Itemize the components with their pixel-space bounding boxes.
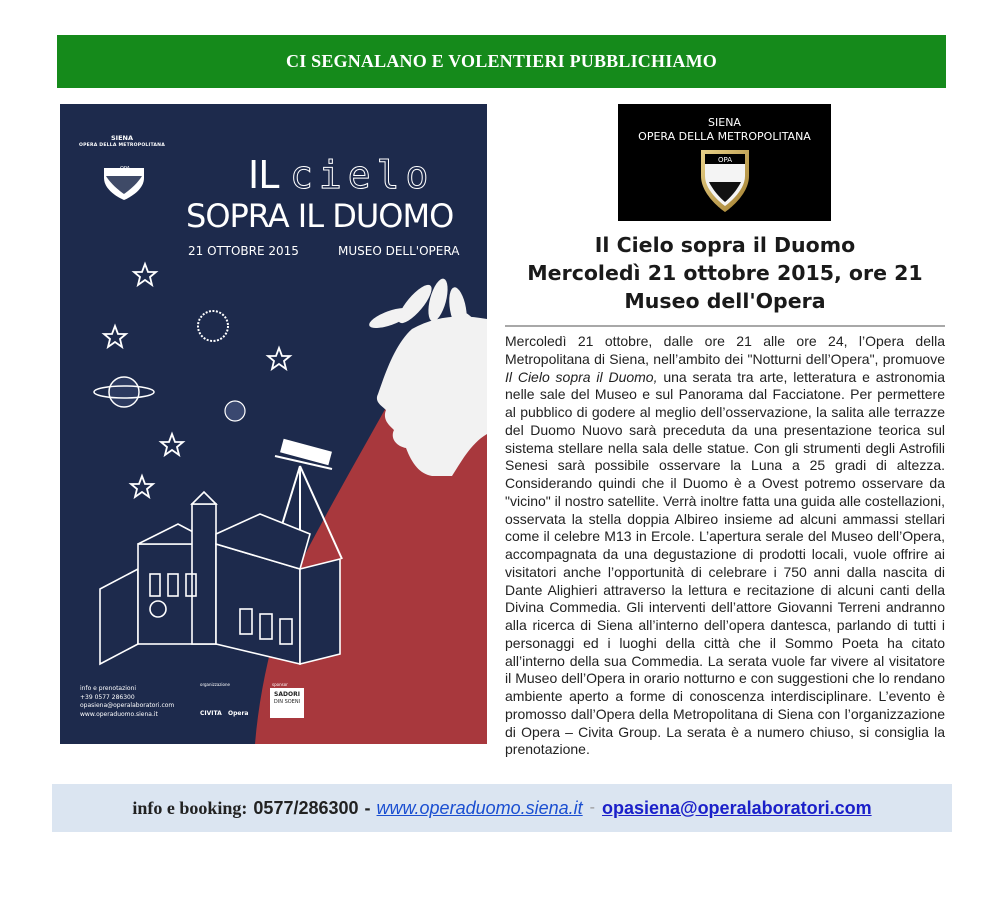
separator: -: [364, 797, 371, 818]
sponsor-sub: DIN SOENI: [273, 698, 301, 705]
poster-venue: MUSEO DELL'OPERA: [338, 244, 460, 258]
banner-heading: CI SEGNALANO E VOLENTIERI PUBBLICHIAMO: [57, 35, 946, 88]
event-poster: [60, 104, 487, 744]
opa-shield-label: OPA: [717, 156, 733, 164]
poster-org-line1: SIENA: [110, 134, 133, 142]
booking-phone: 0577/286300: [253, 797, 359, 818]
description-title-italic: Il Cielo sopra il Duomo,: [505, 368, 658, 385]
divider: [505, 325, 945, 327]
headline-datetime: Mercoledì 21 ottobre 2015, ore 21: [527, 261, 923, 285]
poster-badge-label: OPA: [119, 166, 131, 172]
booking-label: info e booking:: [132, 797, 248, 818]
booking-footer: [52, 784, 952, 832]
poster-org-heading: [72, 134, 172, 149]
civita-logo: CIVITA: [200, 710, 222, 717]
event-description: [505, 333, 945, 759]
opera-logo: Opera: [228, 710, 249, 717]
event-headline: [505, 231, 945, 315]
separator: -: [589, 799, 595, 816]
saturn-icon: [94, 377, 154, 407]
duomo-drawing: [100, 492, 340, 664]
moon-icon: [225, 401, 245, 421]
sponsor-logo: [270, 688, 304, 718]
sponsor-name: SADORI: [274, 691, 300, 698]
poster-contact-info: [80, 685, 174, 720]
website-link[interactable]: www.operaduomo.siena.it: [376, 797, 583, 818]
poster-info-line: +39 0577 286300: [80, 693, 135, 701]
description-part: una serata tra arte, letteratura e astronomia nelle sale del Museo e sul Panorama dal Facciatone. Per permettere al pubblico di godere al meglio dell’osservazione, la salita alle terrazze del Duomo Nuovo sarà preceduta da una presentazione teorica sul sistema stellare nella sala delle statue. Con gli strumenti degli Astrofili Senesi sarà possibile osservare la Luna a 25 gradi di altezza. Considerando quindi che il Duomo è a Ovest potremo osservare da "vicino" il nostro satellite. Verrà inoltre fatta una guida alle costellazioni, osservata la stella doppia Albireo insieme ad alcuni ammassi stellari come il celebre M13 in Ercole. L’apertura serale del Museo dell’Opera, accompagnata da una degustazione di prodotti locali, vuole offrire ai visitatori anche l’opportunità di celebrare i 750 anni dalla nascita di Dante Alighieri attraverso la lettura e recitazione di alcuni canti della Divina Commedia. Gli interventi dell’attore Giovanni Terreni andranno alla ricerca di Siena all’interno dell’opera dantesca, parlando di tutti i personaggi ed i luoghi della città che il Sommo Poeta ha citato all’interno della sua Commedia. La serata vuole far vivere al visitatore il Museo dell’Opera in orario notturno e con suggestioni che lo rendano ambiente aperto a forme di conoscenza interdisciplinare. L’evento è promosso dall’Opera della Metropolitana di Siena con l’organizzazione di Opera – Civita Group. La serata è a numero chiuso, si consiglia la prenotazione.: [505, 368, 945, 758]
poster-title-il: IL: [248, 153, 279, 197]
description-part: Mercoledì 21 ottobre, dalle ore 21 alle ore 24, l’Opera della Metropolitana di Siena, nell’ambito dei "Notturni dell’Opera", promuove: [505, 333, 945, 367]
headline-venue: Museo dell'Opera: [624, 289, 826, 313]
email-link[interactable]: opasiena@operalaboratori.com: [601, 797, 872, 818]
opa-logo-line2: OPERA DELLA METROPOLITANA: [638, 130, 811, 143]
opa-logo-line1: SIENA: [708, 116, 741, 129]
poster-info-line: www.operaduomo.siena.it: [80, 711, 158, 719]
poster-sponsor-label: sponsor: [272, 682, 288, 687]
sun-icon: [198, 311, 228, 341]
poster-organizzazione-label: organizzazione: [200, 682, 230, 687]
headline-title: Il Cielo sopra il Duomo: [594, 233, 856, 257]
poster-title-main: SOPRA IL DUOMO: [186, 197, 454, 235]
opa-shield-icon: [699, 146, 751, 216]
poster-title-cielo: cielo: [290, 153, 435, 197]
poster-org-line2: OPERA DELLA METROPOLITANA: [79, 142, 165, 148]
poster-info-line: info e prenotazioni: [80, 685, 137, 692]
opa-logo: [618, 104, 831, 221]
poster-info-line: opasiena@operalaboratori.com: [80, 702, 175, 710]
poster-date: 21 OTTOBRE 2015: [188, 244, 299, 258]
